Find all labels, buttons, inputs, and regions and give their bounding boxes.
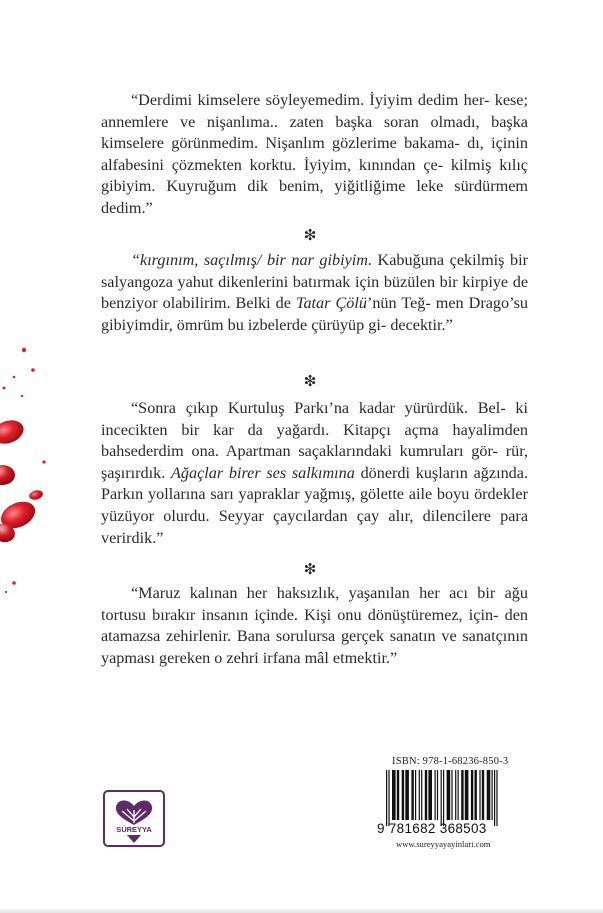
barcode-bar — [405, 770, 409, 820]
quote-3-italic-phrase: Ağaçlar birer ses salkımına — [171, 463, 355, 482]
quote-3-line: ki incecikten bir kar da yağardı. Kitapçı açma hayalimden — [101, 399, 529, 439]
barcode-bar — [437, 770, 438, 820]
section-separator-2: ❇ — [303, 372, 317, 390]
barcode-digits: 9 781682 368503 — [377, 821, 487, 836]
isbn-number: ISBN: 978-1-68236-850-3 — [392, 756, 509, 767]
pomegranate-seeds-illustration — [0, 330, 60, 600]
barcode-bar — [386, 770, 387, 826]
publisher-website: www.sureyyayayinlari.com — [396, 839, 491, 849]
barcode-bar — [471, 770, 473, 820]
quote-1-line: başka kimselere görünmedim. Nişanlım gözlerime bakama- — [101, 112, 528, 153]
barcode-bar — [496, 770, 497, 826]
quote-2-line: kirpiye de benziyor olabilirim. Belki de — [101, 272, 528, 313]
barcode-bar — [447, 770, 451, 820]
barcode-bar — [455, 770, 456, 820]
barcode-bar — [392, 770, 396, 820]
quote-2-line: ’nün Teğ- — [366, 294, 431, 313]
quote-3-line: “Sonra çıkıp Kurtuluş Parkı’na kadar yürürdük. Bel- — [131, 399, 506, 417]
quote-1 — [101, 90, 528, 220]
barcode-bar — [443, 770, 444, 826]
barcode-bar — [461, 770, 463, 820]
quote-1-line: kese; annemlere ve nişanlıma.. zaten başka soran olmadı, — [101, 91, 528, 131]
barcode-bar — [411, 770, 413, 820]
quote-4-line: tortusu bırakır insanın içinde. Kişi onu dönüştüremez, için- — [101, 605, 499, 624]
barcode-bar — [402, 770, 404, 820]
barcode-bar — [425, 770, 427, 820]
quote-1-line: sürdürmem dedim.” — [101, 177, 528, 217]
section-separator-1: ❇ — [303, 226, 317, 244]
quote-2-line: bir salyangoza yahut dikenlerini batırmak için büzülen bir — [101, 251, 529, 291]
isbn-barcode — [384, 770, 530, 826]
barcode-bar — [475, 770, 477, 820]
barcode-bar — [388, 770, 389, 826]
quote-4-line: sanatçının yapması gereken o zehri irfana mâl etmektir.” — [101, 627, 528, 667]
quote-3-line: boyu ördekler yüzüyor olurdu. Seyyar çaycılardan çay alır, — [101, 485, 528, 525]
quote-2-line: men Drago’su gibiyimdir, ömrüm bu izbelerde çürüyüp gi- — [101, 294, 529, 334]
barcode-bar — [435, 770, 436, 820]
book-title-tatar-colu: Tatar Çölü — [295, 294, 367, 313]
bottom-edge — [0, 909, 603, 913]
barcode-bar — [441, 770, 442, 826]
barcode-bar — [458, 770, 459, 820]
quote-3-line: dönerdi kuşların — [354, 463, 468, 482]
sureyya-publisher-logo — [103, 790, 165, 847]
barcode-bar — [482, 770, 484, 820]
barcode-bar — [415, 770, 416, 820]
quote-1-line: kilmiş kılıç gibiyim. Kuyruğum dik benim, yiğitliğime leke — [101, 155, 528, 196]
quote-2-italic-lead: “kırgınım, saçılmış/ bir nar gibiyim. — [131, 251, 373, 269]
quote-3-line: bahsederdim ona. Apartman saçaklarındaki kumruları gör- — [101, 442, 498, 461]
quote-4-line: “Maruz kalınan her haksızlık, yaşanılan her acı bir ağu — [131, 584, 528, 602]
quote-2 — [101, 250, 528, 336]
barcode-bar — [494, 770, 495, 826]
quote-2-line: decektir.” — [390, 315, 453, 334]
quote-1-line: dı, içinin alfabesini çözmekten korktu. İyiyim, kınından çe- — [101, 134, 528, 174]
logo-text: SÜREYYA — [116, 825, 152, 834]
quote-3-line: rür, şaşırırdık. — [101, 442, 529, 482]
barcode-bar — [419, 770, 420, 820]
quote-2-line: Kabuğuna çekilmiş — [372, 251, 505, 269]
quote-3-line: dilencilere para verirdik.” — [101, 506, 529, 547]
quote-3-line: ağzında. Parkın yollarına sarı yapraklar yağmış, gölette aile — [101, 463, 528, 504]
quote-4 — [101, 583, 528, 669]
barcode-bar — [479, 770, 480, 820]
quote-4-line: den atamazsa zehirlenir. Bana sorulursa gerçek sanatın ve — [101, 605, 528, 646]
barcode-bar — [465, 770, 469, 820]
barcode-bar — [421, 770, 422, 820]
barcode-bar — [492, 770, 493, 820]
barcode-bar — [487, 770, 491, 820]
barcode-bar — [397, 770, 399, 820]
quote-3 — [101, 398, 528, 549]
barcode-bar — [451, 770, 452, 820]
section-separator-3: ❇ — [303, 560, 317, 578]
barcode-bar — [428, 770, 432, 820]
quote-1-line: “Derdimi kimselere söyleyemedim. İyiyim dedim her- — [131, 91, 490, 109]
